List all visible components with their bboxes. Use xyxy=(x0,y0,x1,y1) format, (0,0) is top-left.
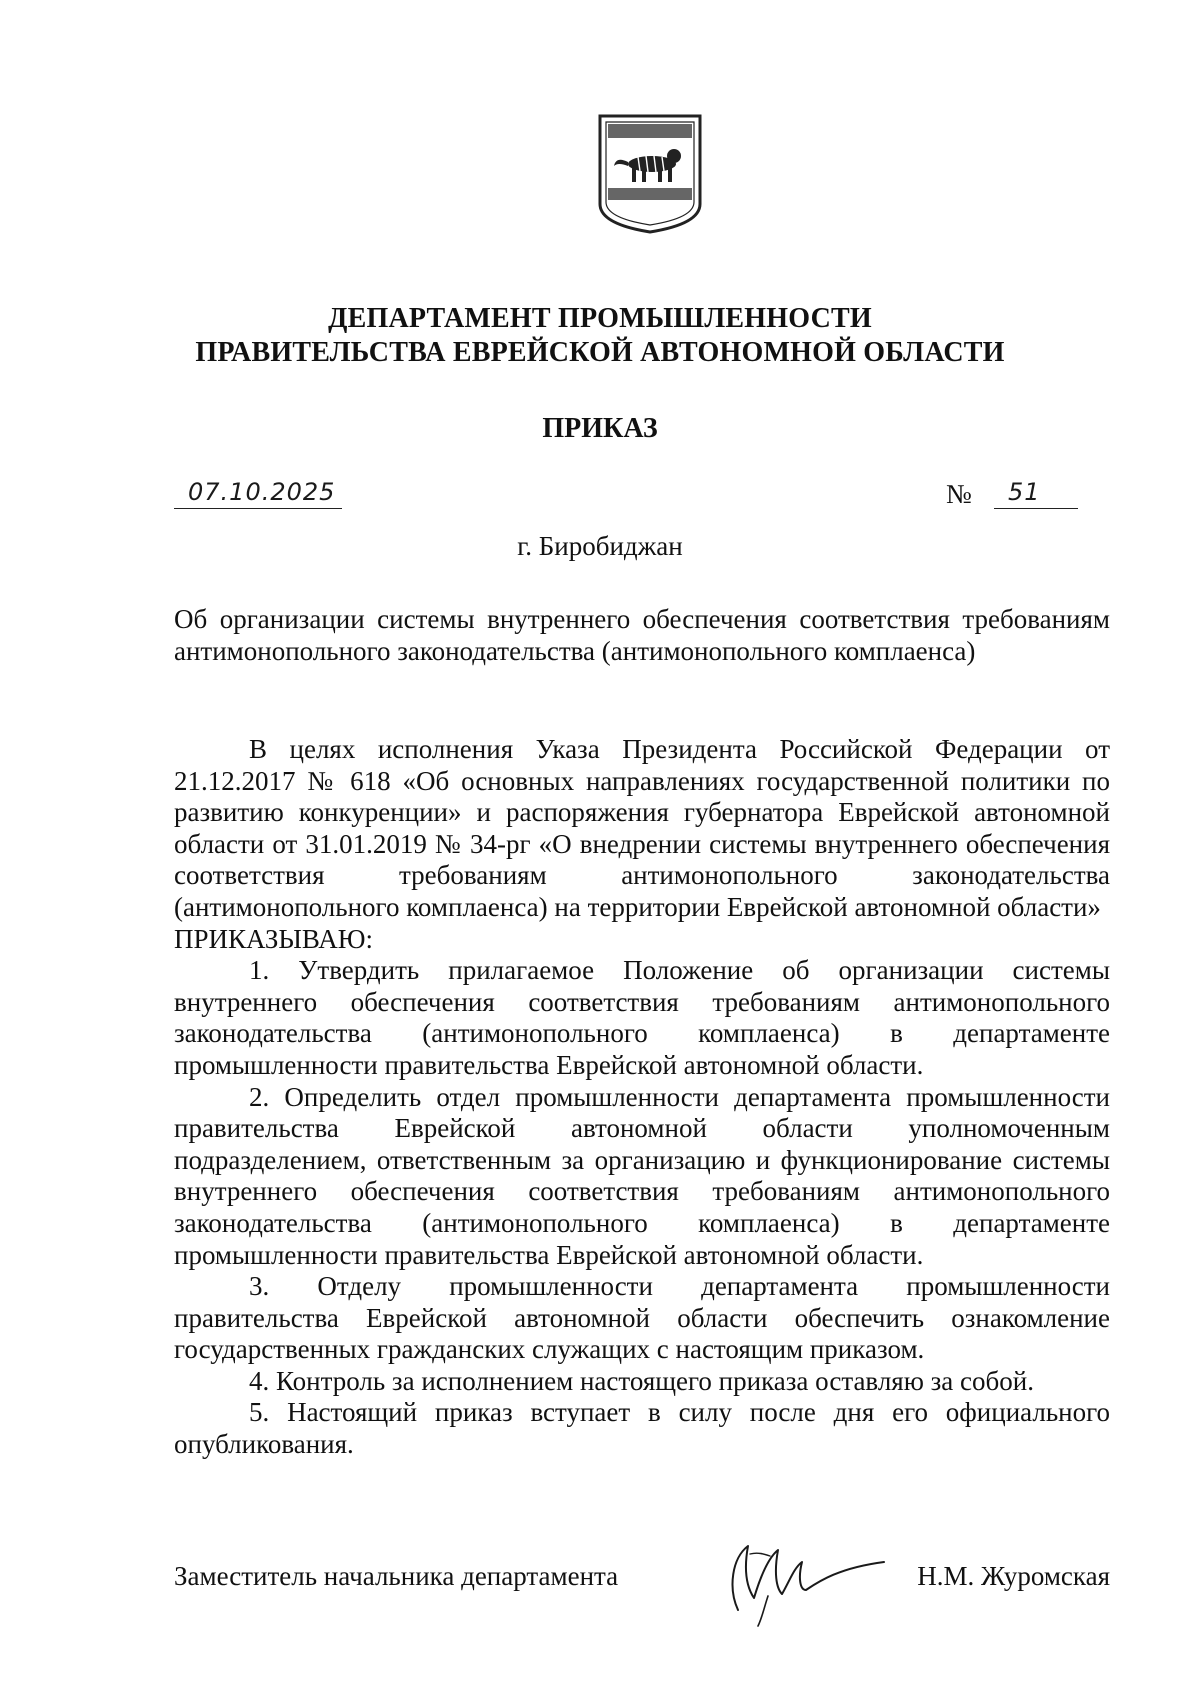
order-item-4: 4. Контроль за исполнением настоящего приказа оставляю за собой. xyxy=(249,1365,1034,1396)
order-body xyxy=(174,734,1110,1461)
signature-block xyxy=(174,1560,1110,1600)
order-item-3: 3. Отделу промышленности департамента промышленности правительства Еврейской автономной области обеспечить ознакомление государственных гражданских служащих с настоящим приказом. xyxy=(174,1271,1110,1365)
signer-position: Заместитель начальника департамента xyxy=(174,1561,619,1591)
order-number: 51 xyxy=(1008,478,1041,506)
order-city: г. Биробиджан xyxy=(517,531,683,561)
order-item-1: 1. Утвердить прилагаемое Положение об организации системы внутреннего обеспечения соответствия требованиям антимонопольного законодательства (антимонопольного комплаенса) в департаменте промышленности правительства Еврейской автономной области. xyxy=(174,955,1110,1080)
department-title-line-2: ПРАВИТЕЛЬСТВА ЕВРЕЙСКОЙ АВТОНОМНОЙ ОБЛАСТИ xyxy=(195,337,1005,368)
department-title-line-1: ДЕПАРТАМЕНТ ПРОМЫШЛЕННОСТИ xyxy=(328,303,872,334)
order-number-field xyxy=(994,472,1078,509)
order-number-label: № xyxy=(946,479,972,509)
order-date: 07.10.2025 xyxy=(188,478,336,506)
order-subject: Об организации системы внутреннего обеспечения соответствия требованиям антимонопольного законодательства (антимонопольного комплаенса) xyxy=(174,604,1110,666)
order-command-word: ПРИКАЗЫВАЮ: xyxy=(174,923,373,954)
order-date-field xyxy=(174,472,342,509)
order-preamble: В целях исполнения Указа Президента Российской Федерации от 21.12.2017 № 618 «Об основных направлениях государственной политики по развитию конкуренции» и распоряжения губернатора Еврейской автономной области от 31.01.2019 № 34-рг «О внедрении системы внутреннего обеспечения соответствия требованиям антимонопольного законодательства (антимонопольного комплаенса) на территории Еврейской автономной области» xyxy=(174,734,1110,922)
handwritten-signature-icon xyxy=(698,1528,888,1628)
order-item-5: 5. Настоящий приказ вступает в силу после дня его официального опубликования. xyxy=(174,1397,1110,1460)
order-item-2: 2. Определить отдел промышленности департамента промышленности правительства Еврейской автономной области уполномоченным подразделением, ответственным за организацию и функционирование системы внутреннего обеспечения соответствия требованиям антимонопольного законодательства (антимонопольного комплаенса) в департаменте промышленности правительства Еврейской автономной области. xyxy=(174,1081,1110,1270)
order-title: ПРИКАЗ xyxy=(542,413,658,444)
coat-of-arms-icon xyxy=(594,112,706,236)
signer-name: Н.М. Журомская xyxy=(917,1561,1110,1591)
